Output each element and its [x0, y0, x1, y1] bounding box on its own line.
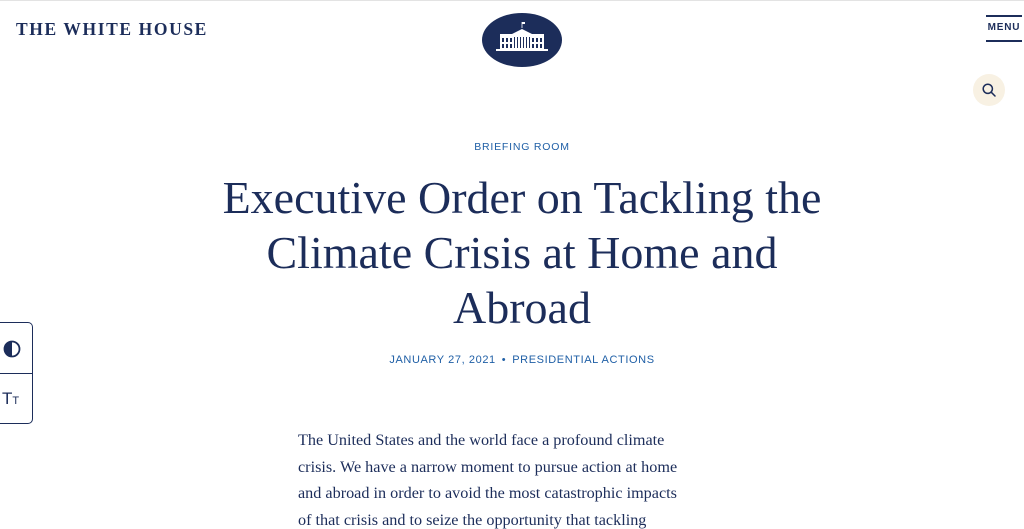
category-link[interactable]: PRESIDENTIAL ACTIONS [512, 354, 655, 366]
briefing-room-link[interactable]: BRIEFING ROOM [474, 141, 570, 153]
text-size-glyph-small: T [12, 395, 20, 407]
top-divider [0, 0, 1024, 1]
page-title: Executive Order on Tackling the Climate Crisis at Home and Abroad [222, 172, 822, 333]
article-body [298, 427, 748, 529]
search-icon [982, 83, 996, 97]
text-size-icon [2, 389, 19, 411]
body-line: The United States and the world face a profound climate [298, 431, 665, 449]
article-meta [0, 354, 1024, 366]
menu-bar-bottom [986, 40, 1022, 42]
menu-label: MENU [987, 22, 1021, 33]
text-size-glyph-large: T [2, 389, 13, 408]
accessibility-toolbar [0, 322, 33, 424]
site-title-link[interactable]: THE WHITE HOUSE [16, 19, 208, 39]
contrast-toggle-button[interactable] [0, 323, 32, 373]
body-line: crisis. We have a narrow moment to pursue action at home [298, 457, 678, 476]
publish-date: JANUARY 27, 2021 [389, 354, 496, 366]
body-line: of that crisis and to seize the opportunity that tackling [298, 510, 647, 529]
white-house-seal-icon[interactable] [482, 13, 562, 67]
contrast-icon [3, 340, 21, 358]
menu-button[interactable] [986, 15, 1022, 43]
search-button[interactable] [973, 74, 1005, 106]
menu-bar-top [986, 15, 1022, 17]
meta-separator: • [501, 354, 507, 366]
text-size-button[interactable] [0, 374, 32, 424]
body-line: and abroad in order to avoid the most catastrophic impacts [298, 484, 677, 502]
eyebrow [0, 137, 1024, 155]
